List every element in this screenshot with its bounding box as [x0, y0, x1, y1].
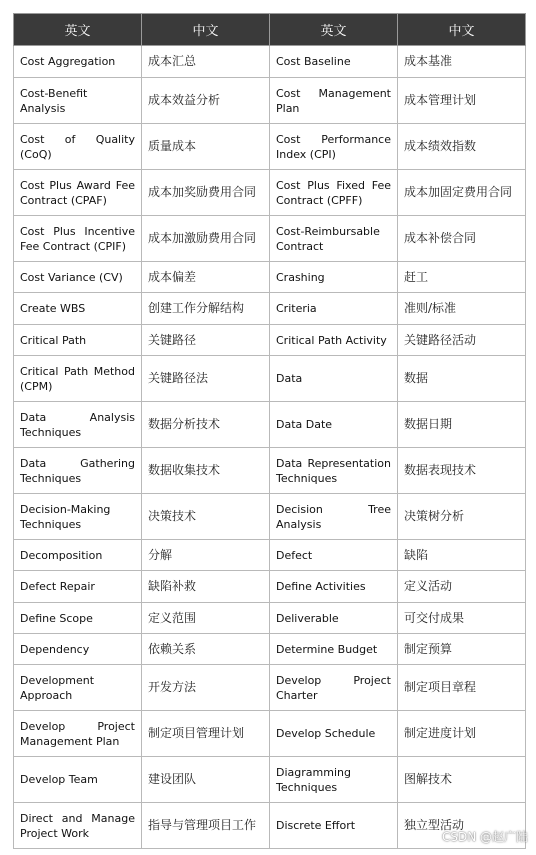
term-english: Cost of Quality (CoQ) — [14, 124, 142, 170]
term-english: Defect — [270, 540, 398, 571]
term-chinese: 数据日期 — [398, 402, 526, 448]
term-chinese: 制定项目章程 — [398, 665, 526, 711]
term-english: Cost Variance (CV) — [14, 262, 142, 293]
term-english: Cost Performance Index (CPI) — [270, 124, 398, 170]
table-row — [14, 402, 526, 448]
term-chinese: 缺陷补救 — [142, 571, 270, 603]
header-english-2: 英文 — [270, 14, 398, 46]
term-chinese: 决策技术 — [142, 494, 270, 540]
term-chinese: 成本基准 — [398, 46, 526, 78]
term-english: Diagramming Techniques — [270, 757, 398, 803]
table-row — [14, 124, 526, 170]
term-english: Cost Management Plan — [270, 78, 398, 124]
term-english: Data Gathering Techniques — [14, 448, 142, 494]
term-english: Decomposition — [14, 540, 142, 571]
table-row — [14, 46, 526, 78]
term-english: Develop Project Management Plan — [14, 711, 142, 757]
term-chinese: 质量成本 — [142, 124, 270, 170]
term-chinese: 成本加固定费用合同 — [398, 170, 526, 216]
term-chinese: 成本效益分析 — [142, 78, 270, 124]
term-chinese: 成本管理计划 — [398, 78, 526, 124]
term-chinese: 可交付成果 — [398, 603, 526, 634]
term-chinese: 数据分析技术 — [142, 402, 270, 448]
term-chinese: 制定项目管理计划 — [142, 711, 270, 757]
term-english: Cost Plus Award Fee Contract (CPAF) — [14, 170, 142, 216]
term-english: Defect Repair — [14, 571, 142, 603]
term-english: Data Date — [270, 402, 398, 448]
term-english: Cost-Reimbursable Contract — [270, 216, 398, 262]
term-chinese: 依赖关系 — [142, 634, 270, 665]
term-chinese: 定义范围 — [142, 603, 270, 634]
term-chinese: 成本偏差 — [142, 262, 270, 293]
term-chinese: 开发方法 — [142, 665, 270, 711]
term-english: Develop Schedule — [270, 711, 398, 757]
term-english: Dependency — [14, 634, 142, 665]
table-row — [14, 448, 526, 494]
term-chinese: 制定进度计划 — [398, 711, 526, 757]
table-row — [14, 757, 526, 803]
term-english: Develop Team — [14, 757, 142, 803]
term-chinese: 成本加激励费用合同 — [142, 216, 270, 262]
term-english: Cost Plus Fixed Fee Contract (CPFF) — [270, 170, 398, 216]
table-row — [14, 494, 526, 540]
term-english: Decision Tree Analysis — [270, 494, 398, 540]
table-row — [14, 603, 526, 634]
term-chinese: 制定预算 — [398, 634, 526, 665]
table-row — [14, 665, 526, 711]
glossary-body — [14, 46, 526, 849]
header-row — [14, 14, 526, 46]
term-chinese: 指导与管理项目工作 — [142, 803, 270, 849]
term-chinese: 数据 — [398, 356, 526, 402]
term-english: Cost Baseline — [270, 46, 398, 78]
table-row — [14, 540, 526, 571]
term-chinese: 关键路径活动 — [398, 325, 526, 356]
table-row — [14, 356, 526, 402]
term-chinese: 成本绩效指数 — [398, 124, 526, 170]
term-english: Critical Path — [14, 325, 142, 356]
term-english: Direct and Manage Project Work — [14, 803, 142, 849]
term-chinese: 独立型活动 — [398, 803, 526, 849]
term-english: Development Approach — [14, 665, 142, 711]
term-chinese: 数据表现技术 — [398, 448, 526, 494]
term-english: Discrete Effort — [270, 803, 398, 849]
term-chinese: 成本汇总 — [142, 46, 270, 78]
term-chinese: 创建工作分解结构 — [142, 293, 270, 325]
table-row — [14, 293, 526, 325]
term-english: Create WBS — [14, 293, 142, 325]
table-row — [14, 325, 526, 356]
term-chinese: 成本补偿合同 — [398, 216, 526, 262]
table-row — [14, 571, 526, 603]
term-english: Data — [270, 356, 398, 402]
table-row — [14, 711, 526, 757]
term-chinese: 缺陷 — [398, 540, 526, 571]
term-english: Critical Path Activity — [270, 325, 398, 356]
table-row — [14, 170, 526, 216]
term-chinese: 建设团队 — [142, 757, 270, 803]
term-english: Deliverable — [270, 603, 398, 634]
term-english: Cost Plus Incentive Fee Contract (CPIF) — [14, 216, 142, 262]
term-chinese: 关键路径 — [142, 325, 270, 356]
term-chinese: 赶工 — [398, 262, 526, 293]
watermark: CSDN @赵广陆 — [441, 830, 528, 844]
term-english: Criteria — [270, 293, 398, 325]
table-row — [14, 78, 526, 124]
glossary-table — [13, 13, 526, 849]
term-english: Define Activities — [270, 571, 398, 603]
term-english: Data Analysis Techniques — [14, 402, 142, 448]
header-english-1: 英文 — [14, 14, 142, 46]
term-chinese: 分解 — [142, 540, 270, 571]
term-chinese: 准则/标准 — [398, 293, 526, 325]
term-english: Determine Budget — [270, 634, 398, 665]
term-english: Define Scope — [14, 603, 142, 634]
table-row — [14, 262, 526, 293]
term-english: Decision-Making Techniques — [14, 494, 142, 540]
term-english: Data Representation Techniques — [270, 448, 398, 494]
table-row — [14, 216, 526, 262]
term-chinese: 决策树分析 — [398, 494, 526, 540]
term-english: Crashing — [270, 262, 398, 293]
term-english: Cost Aggregation — [14, 46, 142, 78]
term-chinese: 图解技术 — [398, 757, 526, 803]
table-row — [14, 634, 526, 665]
term-chinese: 数据收集技术 — [142, 448, 270, 494]
header-chinese-2: 中文 — [398, 14, 526, 46]
term-chinese: 成本加奖励费用合同 — [142, 170, 270, 216]
term-english: Critical Path Method (CPM) — [14, 356, 142, 402]
term-chinese: 关键路径法 — [142, 356, 270, 402]
header-chinese-1: 中文 — [142, 14, 270, 46]
term-english: Develop Project Charter — [270, 665, 398, 711]
term-english: Cost-Benefit Analysis — [14, 78, 142, 124]
term-chinese: 定义活动 — [398, 571, 526, 603]
